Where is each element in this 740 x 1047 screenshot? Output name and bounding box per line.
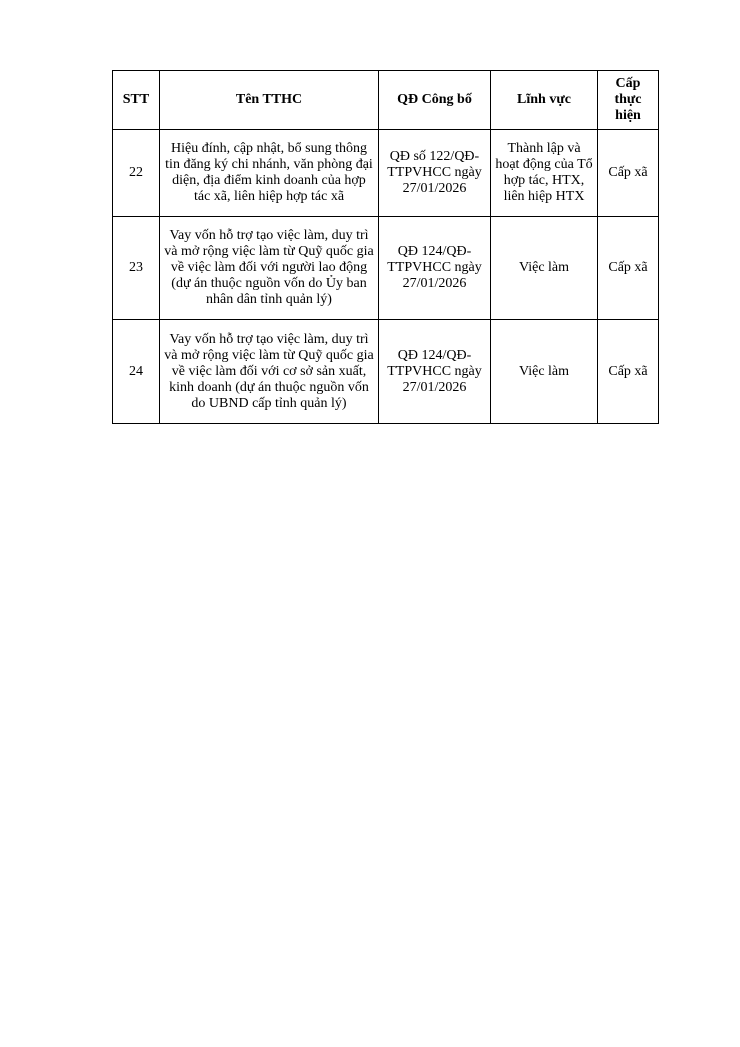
cell-field: Việc làm [491, 217, 598, 320]
table-body [113, 130, 659, 424]
cell-field: Thành lập và hoạt động của Tổ hợp tác, HTX, liên hiệp HTX [491, 130, 598, 217]
cell-decision: QĐ 124/QĐ-TTPVHCC ngày 27/01/2026 [379, 217, 491, 320]
cell-level: Cấp xã [598, 320, 659, 424]
cell-name: Hiệu đính, cập nhật, bổ sung thông tin đăng ký chi nhánh, văn phòng đại diện, địa điểm kinh doanh của hợp tác xã, liên hiệp hợp tác xã [160, 130, 379, 217]
header-stt: STT [113, 71, 160, 130]
header-decision: QĐ Công bố [379, 71, 491, 130]
cell-stt: 22 [113, 130, 160, 217]
cell-stt: 23 [113, 217, 160, 320]
cell-name: Vay vốn hỗ trợ tạo việc làm, duy trì và mở rộng việc làm từ Quỹ quốc gia về việc làm đối với người lao động (dự án thuộc nguồn vốn do Ủy ban nhân dân tỉnh quản lý) [160, 217, 379, 320]
cell-name: Vay vốn hỗ trợ tạo việc làm, duy trì và mở rộng việc làm từ Quỹ quốc gia về việc làm đối với cơ sở sản xuất, kinh doanh (dự án thuộc nguồn vốn do UBND cấp tỉnh quản lý) [160, 320, 379, 424]
cell-level: Cấp xã [598, 217, 659, 320]
cell-decision: QĐ số 122/QĐ-TTPVHCC ngày 27/01/2026 [379, 130, 491, 217]
header-level: Cấp thực hiện [598, 71, 659, 130]
cell-decision: QĐ 124/QĐ-TTPVHCC ngày 27/01/2026 [379, 320, 491, 424]
cell-field: Việc làm [491, 320, 598, 424]
cell-level: Cấp xã [598, 130, 659, 217]
header-field: Lĩnh vực [491, 71, 598, 130]
header-name: Tên TTHC [160, 71, 379, 130]
table-header [113, 71, 659, 130]
table-row [113, 130, 659, 217]
table-row [113, 217, 659, 320]
procedures-table [112, 70, 659, 424]
table-row [113, 320, 659, 424]
header-row [113, 71, 659, 130]
cell-stt: 24 [113, 320, 160, 424]
